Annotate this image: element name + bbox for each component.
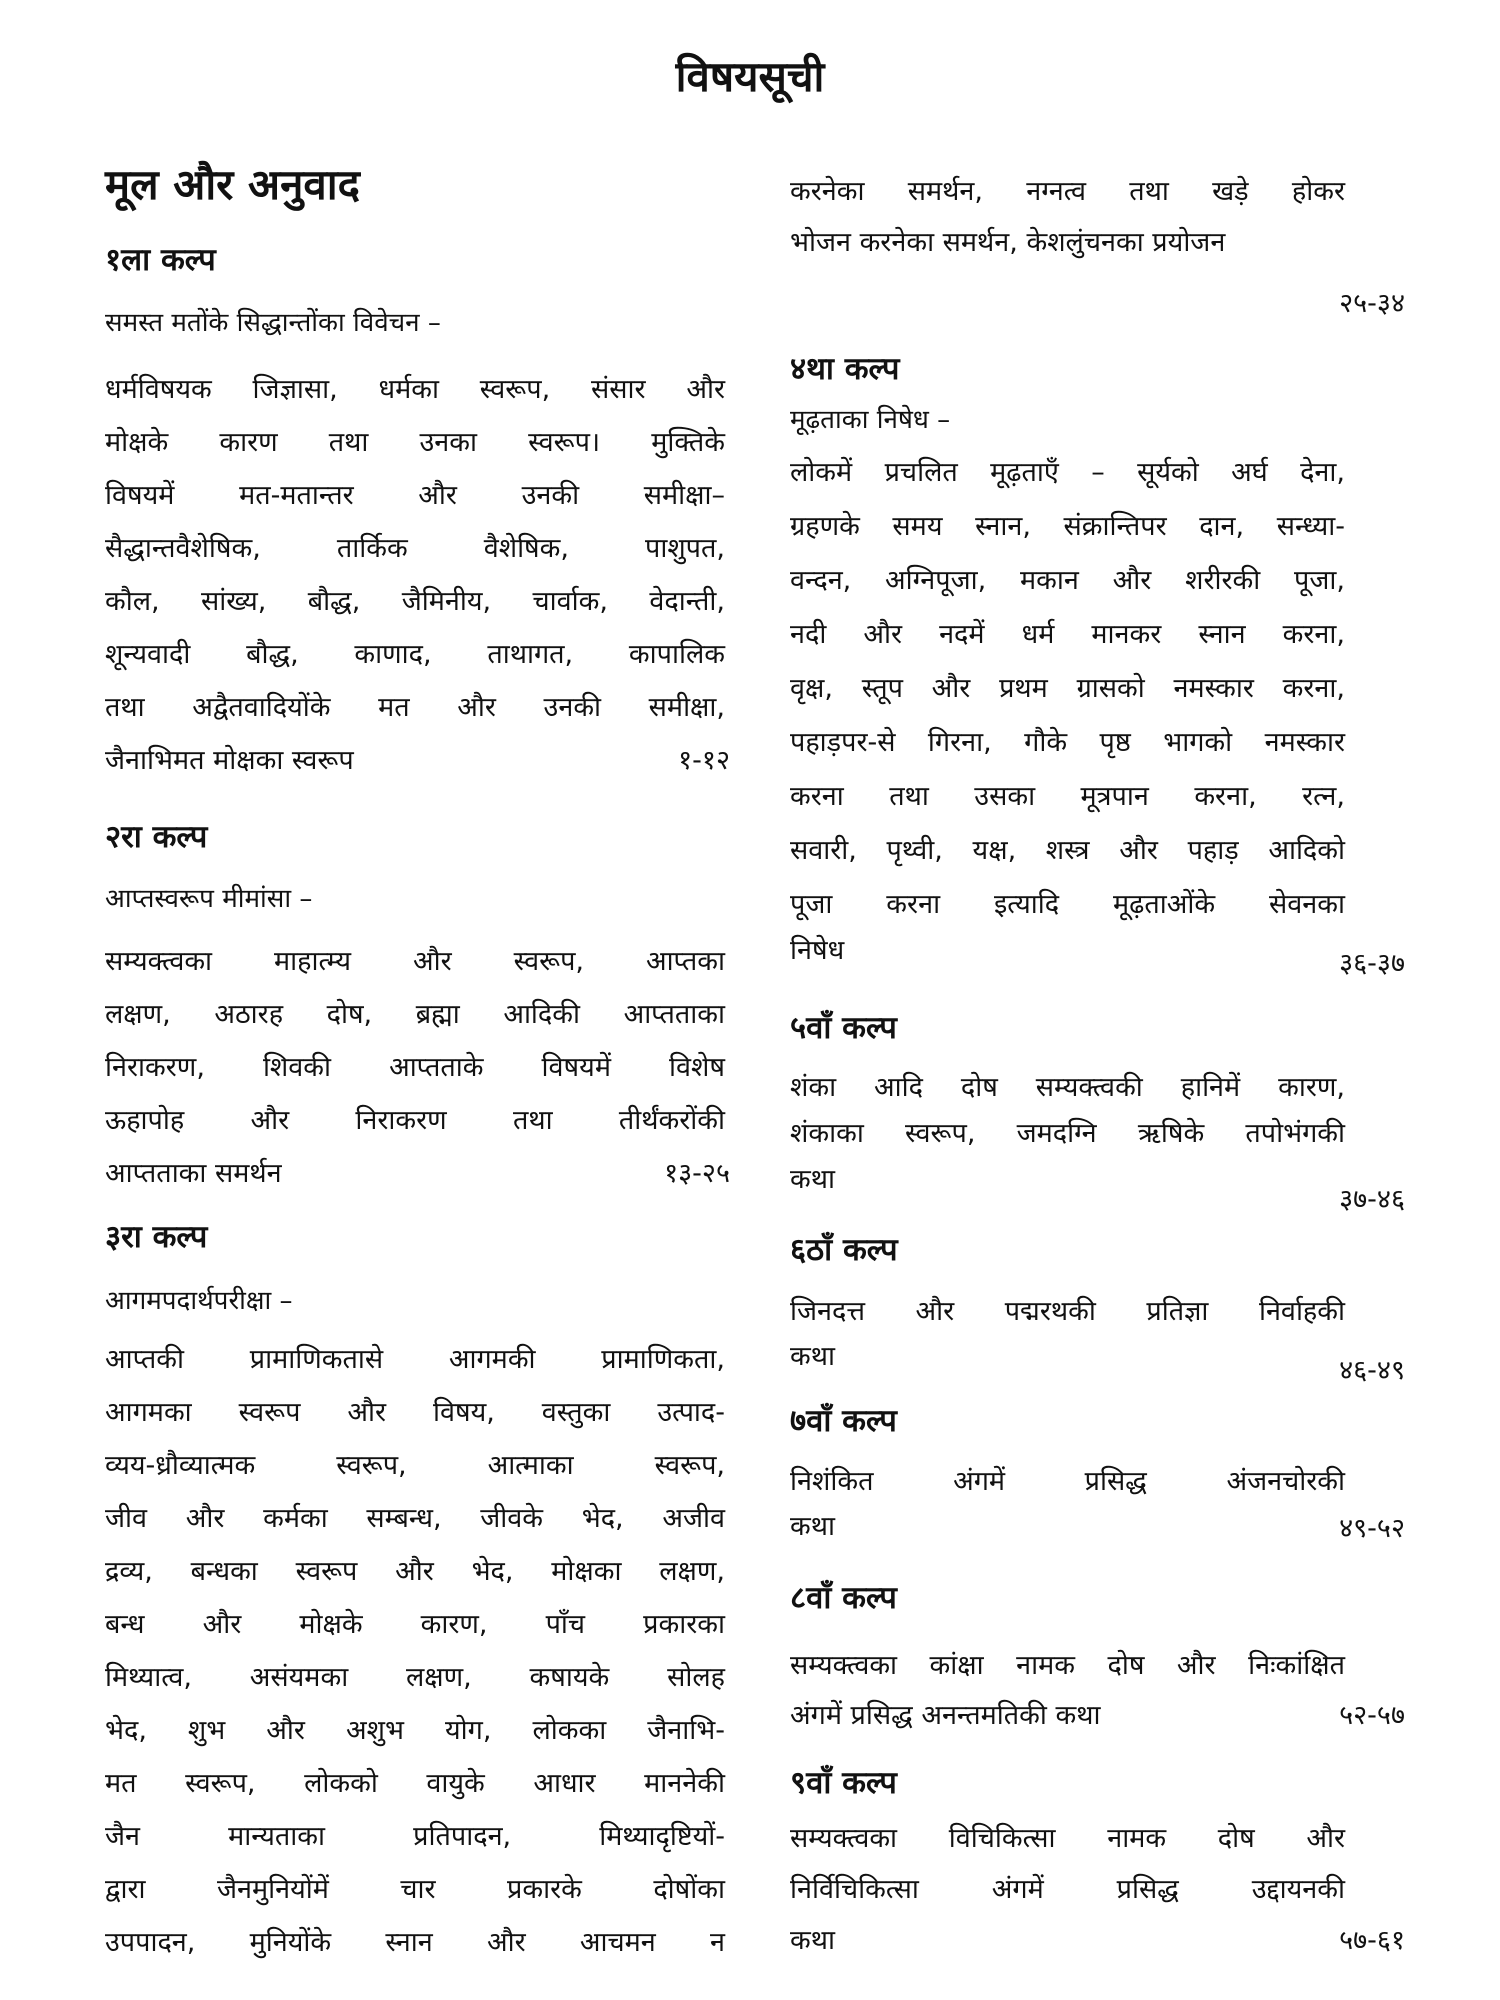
page-range: ५२-५७	[1339, 1700, 1405, 1731]
content-line: मत स्वरूप, लोकको वायुके आधार माननेकी	[105, 1768, 725, 1799]
content-line: अंगमें प्रसिद्ध अनन्तमतिकी कथा	[790, 1700, 1101, 1731]
page-range: ४६-४९	[1339, 1355, 1405, 1386]
section-heading: मूल और अनुवाद	[105, 160, 360, 209]
chapter-heading: २रा कल्प	[105, 819, 208, 855]
content-line: मोक्षके कारण तथा उनका स्वरूप। मुक्तिके	[105, 427, 725, 458]
content-line: सैद्धान्तवैशेषिक, तार्किक वैशेषिक, पाशुपत,	[105, 533, 725, 564]
content-line: सम्यक्त्वका विचिकित्सा नामक दोष और	[790, 1823, 1345, 1854]
chapter-heading: ७वाँ कल्प	[790, 1403, 897, 1439]
content-line: उपपादन, मुनियोंके स्नान और आचमन न	[105, 1927, 725, 1958]
content-line: जैनाभिमत मोक्षका स्वरूप	[105, 745, 354, 776]
content-line: निशंकित अंगमें प्रसिद्ध अंजनचोरकी	[790, 1466, 1345, 1497]
content-line: ऊहापोह और निराकरण तथा तीर्थंकरोंकी	[105, 1105, 725, 1136]
content-line: जैन मान्यताका प्रतिपादन, मिथ्यादृष्टियों-	[105, 1821, 725, 1852]
page-range: १३-२५	[664, 1158, 730, 1189]
content-line: विषयमें मत-मतान्तर और उनकी समीक्षा–	[105, 480, 725, 511]
content-line: आप्तकी प्रामाणिकतासे आगमकी प्रामाणिकता,	[105, 1344, 725, 1375]
content-line: लक्षण, अठारह दोष, ब्रह्मा आदिकी आप्तताका	[105, 999, 725, 1030]
content-line: कथा	[790, 1164, 835, 1195]
page-range: ५७-६१	[1339, 1925, 1405, 1956]
content-line: लोकमें प्रचलित मूढ़ताएँ – सूर्यको अर्घ देना,	[790, 457, 1345, 488]
content-line: नदी और नदमें धर्म मानकर स्नान करना,	[790, 619, 1345, 650]
content-line: कौल, सांख्य, बौद्ध, जैमिनीय, चार्वाक, वेदान्ती,	[105, 586, 725, 617]
content-line: आप्तताका समर्थन	[105, 1158, 282, 1189]
content-line: करना तथा उसका मूत्रपान करना, रत्न,	[790, 781, 1345, 812]
chapter-heading: ९वाँ कल्प	[790, 1765, 897, 1801]
chapter-subject: मूढ़ताका निषेध –	[790, 405, 951, 435]
chapter-heading: ४था कल्प	[790, 351, 900, 387]
content-line: बन्ध और मोक्षके कारण, पाँच प्रकारका	[105, 1609, 725, 1640]
content-line: व्यय-ध्रौव्यात्मक स्वरूप, आत्माका स्वरूप,	[105, 1450, 725, 1481]
chapter-subject: आप्तस्वरूप मीमांसा –	[105, 884, 313, 914]
page-range: ४९-५२	[1339, 1513, 1405, 1544]
content-line: निर्विचिकित्सा अंगमें प्रसिद्ध उद्दायनकी	[790, 1874, 1345, 1905]
content-line: सवारी, पृथ्वी, यक्ष, शस्त्र और पहाड़ आदिको	[790, 835, 1345, 866]
content-line: निषेध	[790, 935, 845, 966]
content-line: द्रव्य, बन्धका स्वरूप और भेद, मोक्षका लक्षण,	[105, 1556, 725, 1587]
content-line: भोजन करनेका समर्थन, केशलुंचनका प्रयोजन	[790, 227, 1226, 258]
chapter-subject: आगमपदार्थपरीक्षा –	[105, 1286, 293, 1316]
content-line: मिथ्यात्व, असंयमका लक्षण, कषायके सोलह	[105, 1662, 725, 1693]
chapter-heading: ८वाँ कल्प	[790, 1580, 897, 1616]
chapter-heading: ६ठाँ कल्प	[790, 1232, 898, 1268]
chapter-heading: ३रा कल्प	[105, 1219, 208, 1255]
content-line: पूजा करना इत्यादि मूढ़ताओंके सेवनका	[790, 889, 1345, 920]
content-line: सम्यक्त्वका माहात्म्य और स्वरूप, आप्तका	[105, 946, 725, 977]
content-line: ग्रहणके समय स्नान, संक्रान्तिपर दान, सन्ध्या-	[790, 511, 1345, 542]
chapter-heading: ५वाँ कल्प	[790, 1010, 897, 1046]
content-line: कथा	[790, 1511, 835, 1542]
content-line: शून्यवादी बौद्ध, काणाद, ताथागत, कापालिक	[105, 639, 725, 670]
content-line: पहाड़पर-से गिरना, गौके पृष्ठ भागको नमस्कार	[790, 727, 1345, 758]
content-line: जिनदत्त और पद्मरथकी प्रतिज्ञा निर्वाहकी	[790, 1296, 1345, 1327]
content-line: वृक्ष, स्तूप और प्रथम ग्रासको नमस्कार करना,	[790, 673, 1345, 704]
content-line: निराकरण, शिवकी आप्तताके विषयमें विशेष	[105, 1052, 725, 1083]
content-line: द्वारा जैनमुनियोंमें चार प्रकारके दोषोंका	[105, 1874, 725, 1905]
content-line: भेद, शुभ और अशुभ योग, लोकका जैनाभि-	[105, 1715, 725, 1746]
content-line: करनेका समर्थन, नग्नत्व तथा खड़े होकर	[790, 176, 1345, 207]
content-line: शंकाका स्वरूप, जमदग्नि ऋषिके तपोभंगकी	[790, 1118, 1345, 1149]
content-line: जीव और कर्मका सम्बन्ध, जीवके भेद, अजीव	[105, 1503, 725, 1534]
content-line: धर्मविषयक जिज्ञासा, धर्मका स्वरूप, संसार और	[105, 374, 725, 405]
chapter-heading: १ला कल्प	[105, 242, 216, 278]
page-range: ३७-४६	[1339, 1184, 1405, 1215]
content-line: सम्यक्त्वका कांक्षा नामक दोष और निःकांक्षित	[790, 1650, 1345, 1681]
page-title: विषयसूची	[675, 52, 825, 101]
content-line: शंका आदि दोष सम्यक्त्वकी हानिमें कारण,	[790, 1072, 1345, 1103]
page-range: १-१२	[678, 745, 730, 776]
page-range: ३६-३७	[1339, 948, 1405, 979]
chapter-subject: समस्त मतोंके सिद्धान्तोंका विवेचन –	[105, 308, 441, 338]
content-line: आगमका स्वरूप और विषय, वस्तुका उत्पाद-	[105, 1397, 725, 1428]
content-line: वन्दन, अग्निपूजा, मकान और शरीरकी पूजा,	[790, 565, 1345, 596]
page-range: २५-३४	[1339, 288, 1405, 319]
content-line: कथा	[790, 1925, 835, 1956]
content-line: तथा अद्वैतवादियोंके मत और उनकी समीक्षा,	[105, 692, 725, 723]
content-line: कथा	[790, 1341, 835, 1372]
